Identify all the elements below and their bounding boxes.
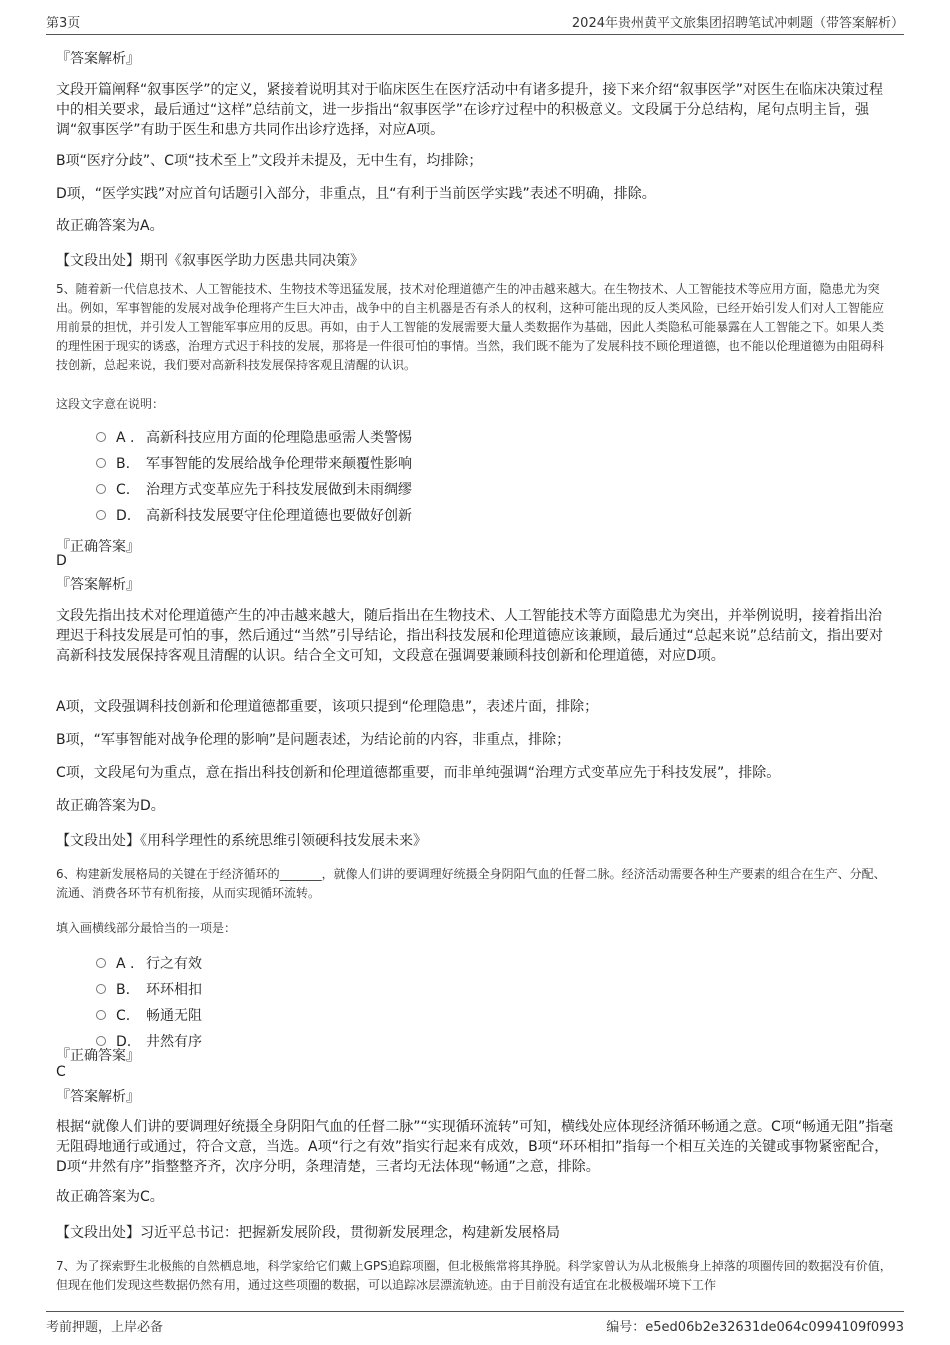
- answer-conclusion: 故正确答案为A。: [56, 218, 164, 234]
- option-b[interactable]: B. 环环相扣: [96, 980, 202, 1000]
- answer-analysis-tag: 『答案解析』: [56, 1089, 140, 1105]
- answer-analysis-tag: 『答案解析』: [56, 577, 140, 593]
- option-c[interactable]: C. 畅通无阻: [96, 1006, 202, 1026]
- answer-analysis-tag: 『答案解析』: [56, 51, 140, 67]
- answer-analysis-text: 文段开篇阐释“叙事医学”的定义，紧接着说明其对于临床医生在医疗活动中有诸多提升，接下来介绍“叙事医学”对医生在临床决策过程中的相关要求，最后通过“这样”总结前文，进一步指出“叙事医学”在诊疗过程中的积极意义。文段属于分总结构，尾句点明主旨，强调“叙事医学”有助于医生和患方共同作出诊疗选择，对应A项。: [56, 82, 884, 138]
- correct-answer: C: [56, 1064, 66, 1080]
- page-number: 第3页: [46, 16, 81, 31]
- document-code: 编号：e5ed06b2e32631de064c0994109f0993: [606, 1320, 904, 1335]
- radio-icon[interactable]: [96, 432, 106, 442]
- analysis-option-b: B项，“军事智能对战争伦理的影响”是问题表述，为结论前的内容，非重点，排除；: [56, 732, 571, 748]
- question-stem: 6、构建新发展格局的关键在于经济循环的_______，就像人们讲的要调理好统摄全身阴阳气血的任督二脉。经济活动需要各种生产要素的组合在生产、分配、流通、消费各环节有机衔接，从而实现循环流转。: [56, 867, 886, 900]
- answer-conclusion: 故正确答案为C。: [56, 1189, 164, 1205]
- analysis-option-b: B项“医疗分歧”、C项“技术至上”文段并未提及，无中生有，均排除；: [56, 153, 483, 169]
- option-a[interactable]: A . 行之有效: [96, 954, 202, 974]
- question-prompt: 填入画横线部分最恰当的一项是：: [56, 921, 237, 935]
- document-title: 2024年贵州黄平文旅集团招聘笔试冲刺题（带答案解析）: [571, 16, 904, 31]
- correct-answer: D: [56, 553, 67, 569]
- passage-source: 【文段出处】《用科学理性的系统思维引领硬科技发展未来》: [56, 833, 427, 849]
- passage-source: 【文段出处】期刊《叙事医学助力医患共同决策》: [56, 253, 364, 269]
- radio-icon[interactable]: [96, 958, 106, 968]
- page-footer: [46, 1311, 904, 1340]
- radio-icon[interactable]: [96, 510, 106, 520]
- passage-source: 【文段出处】习近平总书记：把握新发展阶段，贯彻新发展理念，构建新发展格局: [56, 1225, 560, 1241]
- footer-slogan: 考前押题，上岸必备: [46, 1320, 164, 1335]
- option-d[interactable]: D. 高新科技发展要守住伦理道德也要做好创新: [96, 506, 412, 526]
- radio-icon[interactable]: [96, 458, 106, 468]
- option-c[interactable]: C. 治理方式变革应先于科技发展做到未雨绸缪: [96, 480, 412, 500]
- question-prompt: 这段文字意在说明：: [56, 397, 165, 411]
- correct-answer-tag: 『正确答案』: [56, 1048, 140, 1064]
- question-stem: 5、随着新一代信息技术、人工智能技术、生物技术等迅猛发展，技术对伦理道德产生的冲击越来越大。在生物技术、人工智能技术等应用方面，隐患尤为突出。例如，军事智能的发展对战争伦理将产生巨大冲击，战争中的自主机器是否有杀人的权利，这种可能出现的反人类风险，已经开始引发人们对人工智能应用前景的担忧，并引发人工智能军事应用的反思。再如，由于人工智能的发展需要大量人类数据作为基础，因此人类隐私可能暴露在人工智能之下。如果人类的理性困于现实的诱惑，治理方式迟于科技的发展，那将是一件很可怕的事情。当然，我们既不能为了发展科技不顾伦理道德，也不能以伦理道德为由阻碍科技创新，总起来说，我们要对高新科技发展保持客观且清醒的认识。: [56, 282, 885, 372]
- question-stem: 7、为了探索野生北极熊的自然栖息地，科学家给它们戴上GPS追踪项圈，但北极熊常将其挣脱。科学家曾认为从北极熊身上掉落的项圈传回的数据没有价值，但现在他们发现这些数据仍然有用，通过这些项圈的数据，可以追踪冰层漂流轨迹。由于目前没有适宜在北极极端环境下工作: [56, 1259, 892, 1292]
- answer-analysis-text: 根据“就像人们讲的要调理好统摄全身阴阳气血的任督二脉”“实现循环流转”可知，横线处应体现经济循环畅通之意。C项“畅通无阻”指毫无阻碍地通行或通过，符合文意，当选。A项“行之有效”指实行起来有成效，B项“环环相扣”指每一个相互关连的关键或事物紧密配合，D项“井然有序”指整整齐齐，次序分明，条理清楚，三者均无法体现“畅通”之意，排除。: [56, 1119, 894, 1175]
- option-b[interactable]: B. 军事智能的发展给战争伦理带来颠覆性影响: [96, 454, 412, 474]
- answer-analysis-text: 文段先指出技术对伦理道德产生的冲击越来越大，随后指出在生物技术、人工智能技术等方面隐患尤为突出，并举例说明，接着指出治理迟于科技发展是可怕的事，然后通过“当然”引导结论，指出科技发展和伦理道德应该兼顾，最后通过“总起来说”总结前文，指出要对高新科技发展保持客观且清醒的认识。结合全文可知，文段意在强调要兼顾科技创新和伦理道德，对应D项。: [56, 608, 884, 664]
- option-d[interactable]: D. 井然有序: [96, 1032, 202, 1052]
- analysis-option-a: A项，文段强调科技创新和伦理道德都重要，该项只提到“伦理隐患”，表述片面，排除；: [56, 699, 599, 715]
- radio-icon[interactable]: [96, 1010, 106, 1020]
- correct-answer-tag: 『正确答案』: [56, 539, 140, 555]
- option-a[interactable]: A . 高新科技应用方面的伦理隐患亟需人类警惕: [96, 428, 412, 448]
- radio-icon[interactable]: [96, 984, 106, 994]
- analysis-option-d: D项，“医学实践”对应首句话题引入部分，非重点，且“有利于当前医学实践”表述不明确，排除。: [56, 186, 656, 202]
- page-header: [46, 10, 904, 35]
- answer-conclusion: 故正确答案为D。: [56, 798, 165, 814]
- analysis-option-c: C项，文段尾句为重点，意在指出科技创新和伦理道德都重要，而非单纯强调“治理方式变革应先于科技发展”，排除。: [56, 765, 781, 781]
- radio-icon[interactable]: [96, 484, 106, 494]
